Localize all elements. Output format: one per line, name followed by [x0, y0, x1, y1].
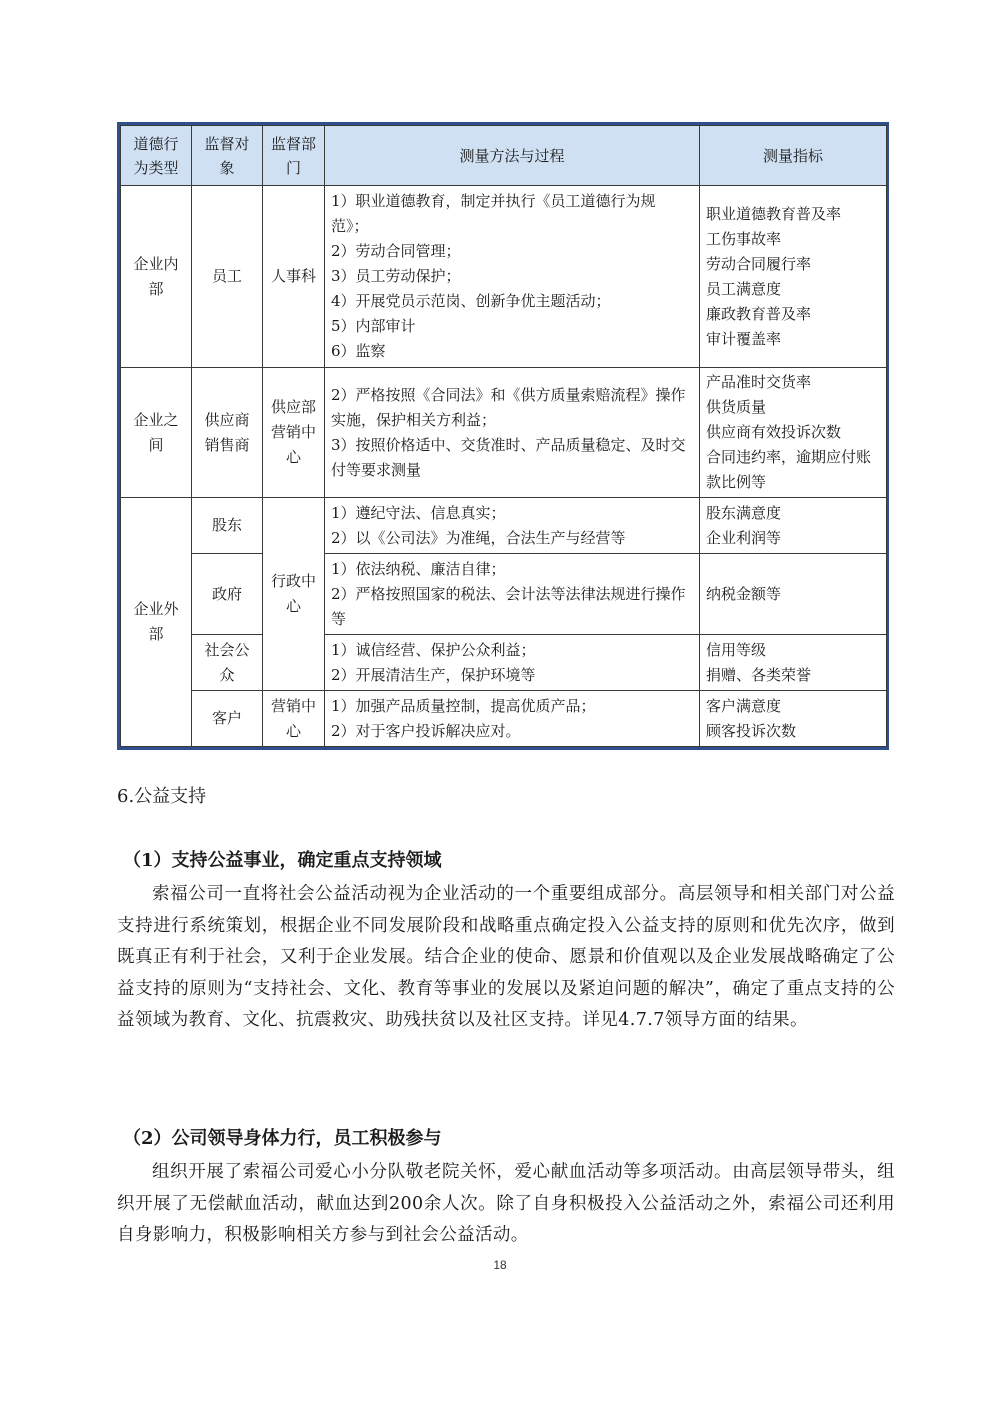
method-item: 1）依法纳税、廉洁自律；	[331, 559, 506, 578]
method-item: 2）以《公司法》为准绳，合法生产与经营等	[331, 528, 626, 547]
indicator-item: 供货质量	[706, 398, 767, 416]
indicators-cell	[700, 186, 887, 368]
methods-cell	[325, 635, 700, 691]
methods-cell	[325, 498, 700, 554]
ethics-measurement-table	[120, 125, 887, 747]
indicators-cell	[700, 368, 887, 498]
target-cell: 股东	[192, 498, 263, 554]
target-cell: 供应商销售商	[192, 368, 263, 498]
behavior-type-cell: 企业之间	[121, 368, 192, 498]
table-header-row	[121, 126, 887, 186]
behavior-type-cell: 企业内部	[121, 186, 192, 368]
indicators-cell	[700, 691, 887, 747]
body-paragraph: 索福公司一直将社会公益活动视为企业活动的一个重要组成部分。高层领导和相关部门对公益支持进行系统策划，根据企业不同发展阶段和战略重点确定投入公益支持的原则和优先次序，做到既真正有利于社会，又利于企业发展。结合企业的使命、愿景和价值观以及企业发展战略确定了公益支持的原则为“支持社会、文化、教育等事业的发展以及紧迫问题的解决”，确定了重点支持的公益领域为教育、文化、抗震救灾、助残扶贫以及社区支持。详见4.7.7领导方面的结果。	[117, 884, 895, 1031]
header-behavior-type: 道德行为类型	[121, 126, 192, 186]
table-row	[121, 691, 887, 747]
indicators-cell	[700, 498, 887, 554]
table-row	[121, 635, 887, 691]
table-row	[121, 498, 887, 554]
page-number: 18	[493, 1258, 507, 1272]
header-methods: 测量方法与过程	[325, 126, 700, 186]
department-cell: 营销中心	[263, 691, 325, 747]
table-row	[121, 368, 887, 498]
ethics-measurement-table-frame	[117, 122, 889, 750]
indicators-cell	[700, 635, 887, 691]
method-item: 3）员工劳动保护；	[331, 267, 461, 285]
subsection-heading: （1）支持公益事业，确定重点支持领域	[123, 850, 442, 871]
indicator-item: 供应商有效投诉次数	[706, 423, 842, 441]
table-row	[121, 186, 887, 368]
target-cell: 社会公众	[192, 635, 263, 691]
indicator-item: 企业利润等	[706, 528, 782, 547]
method-item: 6）监察	[331, 342, 386, 360]
indicator-item: 顾客投诉次数	[706, 721, 797, 740]
department-cell: 供应部营销中心	[263, 368, 325, 498]
method-item: 2）劳动合同管理；	[331, 242, 461, 260]
target-cell: 政府	[192, 554, 263, 635]
table-row	[121, 554, 887, 635]
indicator-item: 职业道德教育普及率	[706, 204, 842, 223]
target-cell: 员工	[192, 186, 263, 368]
department-cell: 行政中心	[263, 498, 325, 691]
indicators-cell	[700, 554, 887, 635]
method-item: 3）按照价格适中、交货准时、产品质量稳定、及时交付等要求测量	[331, 435, 686, 479]
method-item: 1）加强产品质量控制，提高优质产品；	[331, 696, 596, 715]
methods-cell	[325, 691, 700, 747]
header-target: 监督对象	[192, 126, 263, 186]
target-cell: 客户	[192, 691, 263, 747]
indicator-item: 廉政教育普及率	[706, 304, 812, 323]
methods-cell	[325, 186, 700, 368]
indicator-item: 审计覆盖率	[706, 329, 782, 348]
indicator-item: 信用等级	[706, 640, 767, 659]
method-item: 2）严格按照《合同法》和《供方质量索赔流程》操作实施，保护相关方利益；	[331, 385, 686, 429]
section-title: 6.公益支持	[117, 786, 207, 807]
indicator-item: 捐赠、各类荣誉	[706, 665, 812, 684]
method-item: 4）开展党员示范岗、创新争优主题活动；	[331, 292, 611, 310]
subsection-heading: （2）公司领导身体力行，员工积极参与	[123, 1128, 442, 1149]
body-paragraph: 组织开展了索福公司爱心小分队敬老院关怀，爱心献血活动等多项活动。由高层领导带头，组织开展了无偿献血活动，献血达到200余人次。除了自身积极投入公益活动之外，索福公司还利用自身影响力，积极影响相关方参与到社会公益活动。	[117, 1162, 895, 1246]
indicator-item: 产品准时交货率	[706, 373, 812, 391]
methods-cell	[325, 554, 700, 635]
indicator-item: 工伤事故率	[706, 229, 782, 248]
header-department: 监督部门	[263, 126, 325, 186]
indicator-item: 纳税金额等	[706, 584, 782, 603]
indicator-item: 客户满意度	[706, 696, 782, 715]
indicator-item: 股东满意度	[706, 503, 782, 522]
method-item: 2）对于客户投诉解决应对。	[331, 721, 521, 740]
header-indicators: 测量指标	[700, 126, 887, 186]
method-item: 1）遵纪守法、信息真实；	[331, 503, 506, 522]
department-cell: 人事科	[263, 186, 325, 368]
methods-cell	[325, 368, 700, 498]
behavior-type-cell: 企业外部	[121, 498, 192, 747]
indicator-item: 合同违约率，逾期应付账款比例等	[706, 448, 872, 491]
method-item: 1）诚信经营、保护公众利益；	[331, 640, 536, 659]
method-item: 5）内部审计	[331, 317, 416, 335]
method-item: 1）职业道德教育，制定并执行《员工道德行为规范》；	[331, 192, 656, 235]
indicator-item: 员工满意度	[706, 279, 782, 298]
method-item: 2）开展清洁生产，保护环境等	[331, 665, 536, 684]
indicator-item: 劳动合同履行率	[706, 254, 812, 273]
method-item: 2）严格按照国家的税法、会计法等法律法规进行操作等	[331, 584, 686, 628]
